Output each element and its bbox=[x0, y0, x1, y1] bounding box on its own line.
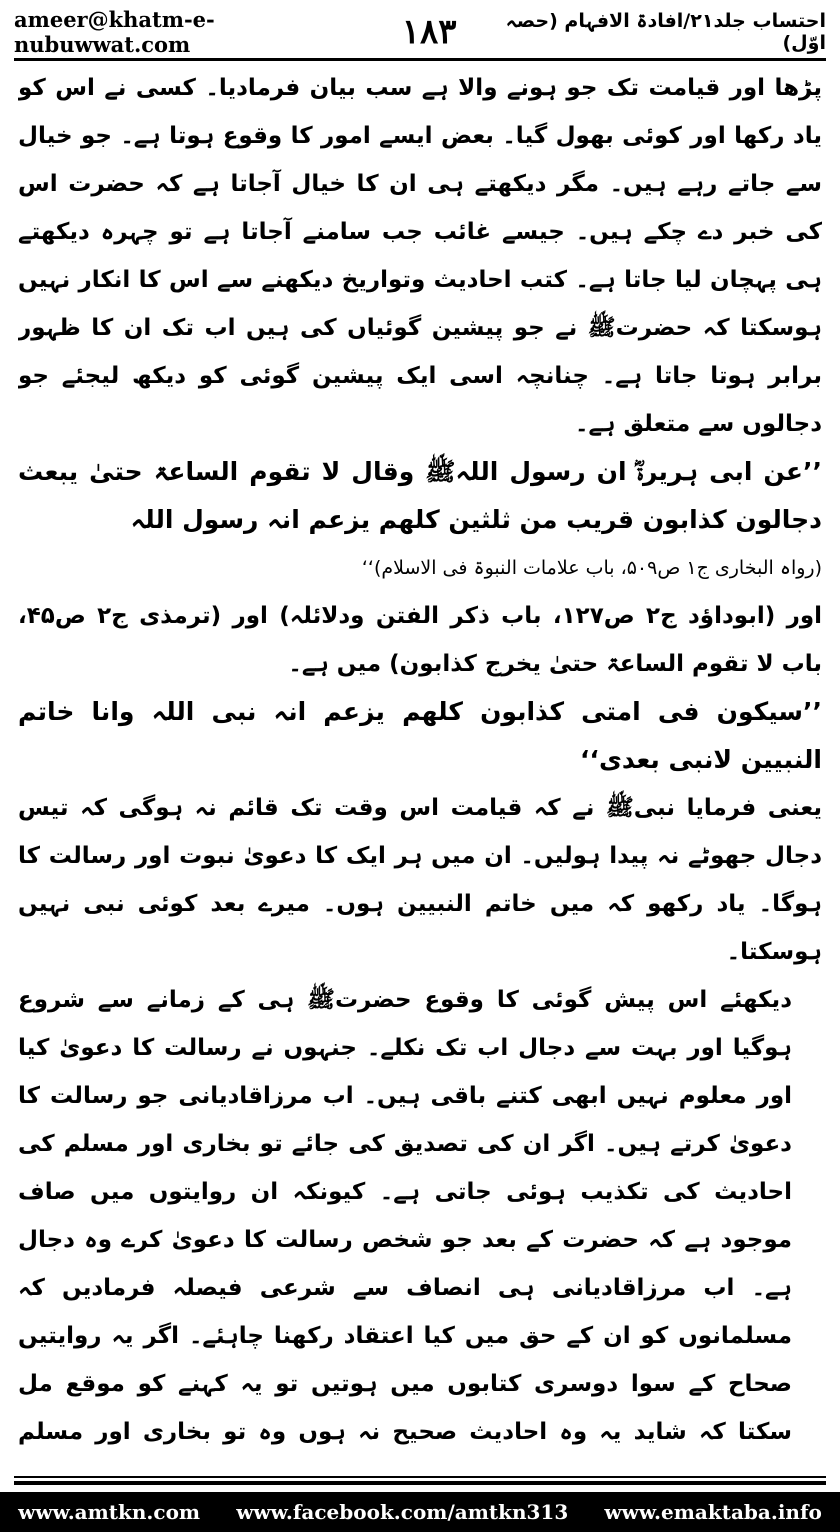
body-paragraph: دیکھئے اس پیش گوئی کا وقوع حضرتﷺ ہی کے زمانے سے شروع ہوگیا اور بہت سے دجال اب تک نکلے۔ جنہوں نے رسالت کا دعویٰ کیا اور معلوم نہیں ابھی کتنے باقی ہیں۔ اب مرزاقادیانی جو رسالت کا دعویٰ کرتے ہیں۔ اگر ان کی تصدیق کی جائے تو بخاری اور مسلم کی احادیث کی تکذیب ہوئی جاتی ہے۔ کیونکہ ان روایتوں میں صاف موجود ہے کہ حضرت کے بعد جو شخص رسالت کا دعویٰ کرے وہ دجال ہے۔ اب مرزاقادیانی ہی انصاف سے شرعی فیصلہ فرمادیں کہ مسلمانوں کو ان کے حق میں کیا اعتقاد رکھنا چاہئے۔ اگر یہ روایتیں صحاح کے سوا دوسری کتابوں میں ہوتیں تو یہ کہنے کو موقع مل سکتا کہ شاید یہ وہ احادیث صحیح نہ ہوں وہ تو بخاری اور مسلم bbox=[18, 987, 792, 1445]
footer-link-emaktaba[interactable]: www.emaktaba.info bbox=[604, 1500, 822, 1524]
footer-link-facebook[interactable]: www.facebook.com/amtkn313 bbox=[236, 1500, 569, 1524]
header-rule bbox=[14, 58, 826, 61]
body-paragraph: اور (ابوداؤد ج۲ ص۱۲۷، باب ذکر الفتن ودلائلہ) اور (ترمذی ج۲ ص۴۵، باب لا تقوم الساعۃ حتیٰ یخرج کذابون) میں ہے۔ bbox=[18, 603, 822, 677]
header-left bbox=[14, 7, 457, 57]
page-header bbox=[14, 8, 826, 56]
footer-rule-thick bbox=[14, 1481, 826, 1485]
running-title: احتساب جلد۲۱/افادۃ الافہام (حصہ اوّل) bbox=[505, 10, 826, 54]
footer-rule bbox=[14, 1476, 826, 1478]
hadith-reference: (رواہ البخاری ج۱ ص۵۰۹، باب علامات النبوۃ فی الاسلام)‘‘ bbox=[361, 557, 822, 579]
body-paragraph: پڑھا اور قیامت تک جو ہونے والا ہے سب بیان فرمادیا۔ کسی نے اس کو یاد رکھا اور کوئی بھول گیا۔ بعض ایسے امور کا وقوع ہوتا ہے۔ جو خیال سے جاتے رہے ہیں۔ مگر دیکھتے ہی ان کا خیال آجاتا ہے کہ حضرت اس کی خبر دے چکے ہیں۔ جیسے غائب جب سامنے آجاتا ہے تو چہرہ دیکھتے ہی پہچان لیا جاتا ہے۔ کتب احادیث وتواریخ دیکھنے سے اس کا انکار نہیں ہوسکتا کہ حضرتﷺ نے جو پیشین گوئیاں کی ہیں اب تک ان کا ظہور برابر ہوتا جاتا ہے۔ چنانچہ اسی ایک پیشین گوئی کو دیکھ لیجئے جو دجالوں سے متعلق ہے۔ bbox=[18, 75, 822, 437]
page-body bbox=[18, 64, 822, 1460]
hadith-arabic: ’’سیکون فی امتی کذابون کلھم یزعم انہ نبی اللہ وانا خاتم النبیین لانبی بعدی‘‘ bbox=[18, 697, 822, 774]
footer-link-amtkn[interactable]: www.amtkn.com bbox=[18, 1500, 201, 1524]
body-paragraph: یعنی فرمایا نبیﷺ نے کہ قیامت اس وقت تک قائم نہ ہوگی کہ تیس دجال جھوٹے نہ پیدا ہولیں۔ ان میں ہر ایک کا دعویٰ نبوت اور رسالت کا ہوگا۔ یاد رکھو کہ میں خاتم النبیین ہوں۔ میرے بعد کوئی نبی نہیں ہوسکتا۔ bbox=[18, 795, 822, 965]
page-number: ۱۸۳ bbox=[401, 12, 457, 52]
page-footer bbox=[0, 1492, 840, 1532]
hadith-arabic: ’’عن ابی ہریرۃؓ ان رسول اللہﷺ وقال لا تقوم الساعۃ حتیٰ یبعث دجالون کذابون قریب من ثلثین کلھم یزعم انہ رسول اللہ bbox=[18, 457, 822, 534]
header-email: ameer@khatm-e-nubuwwat.com bbox=[14, 7, 215, 57]
